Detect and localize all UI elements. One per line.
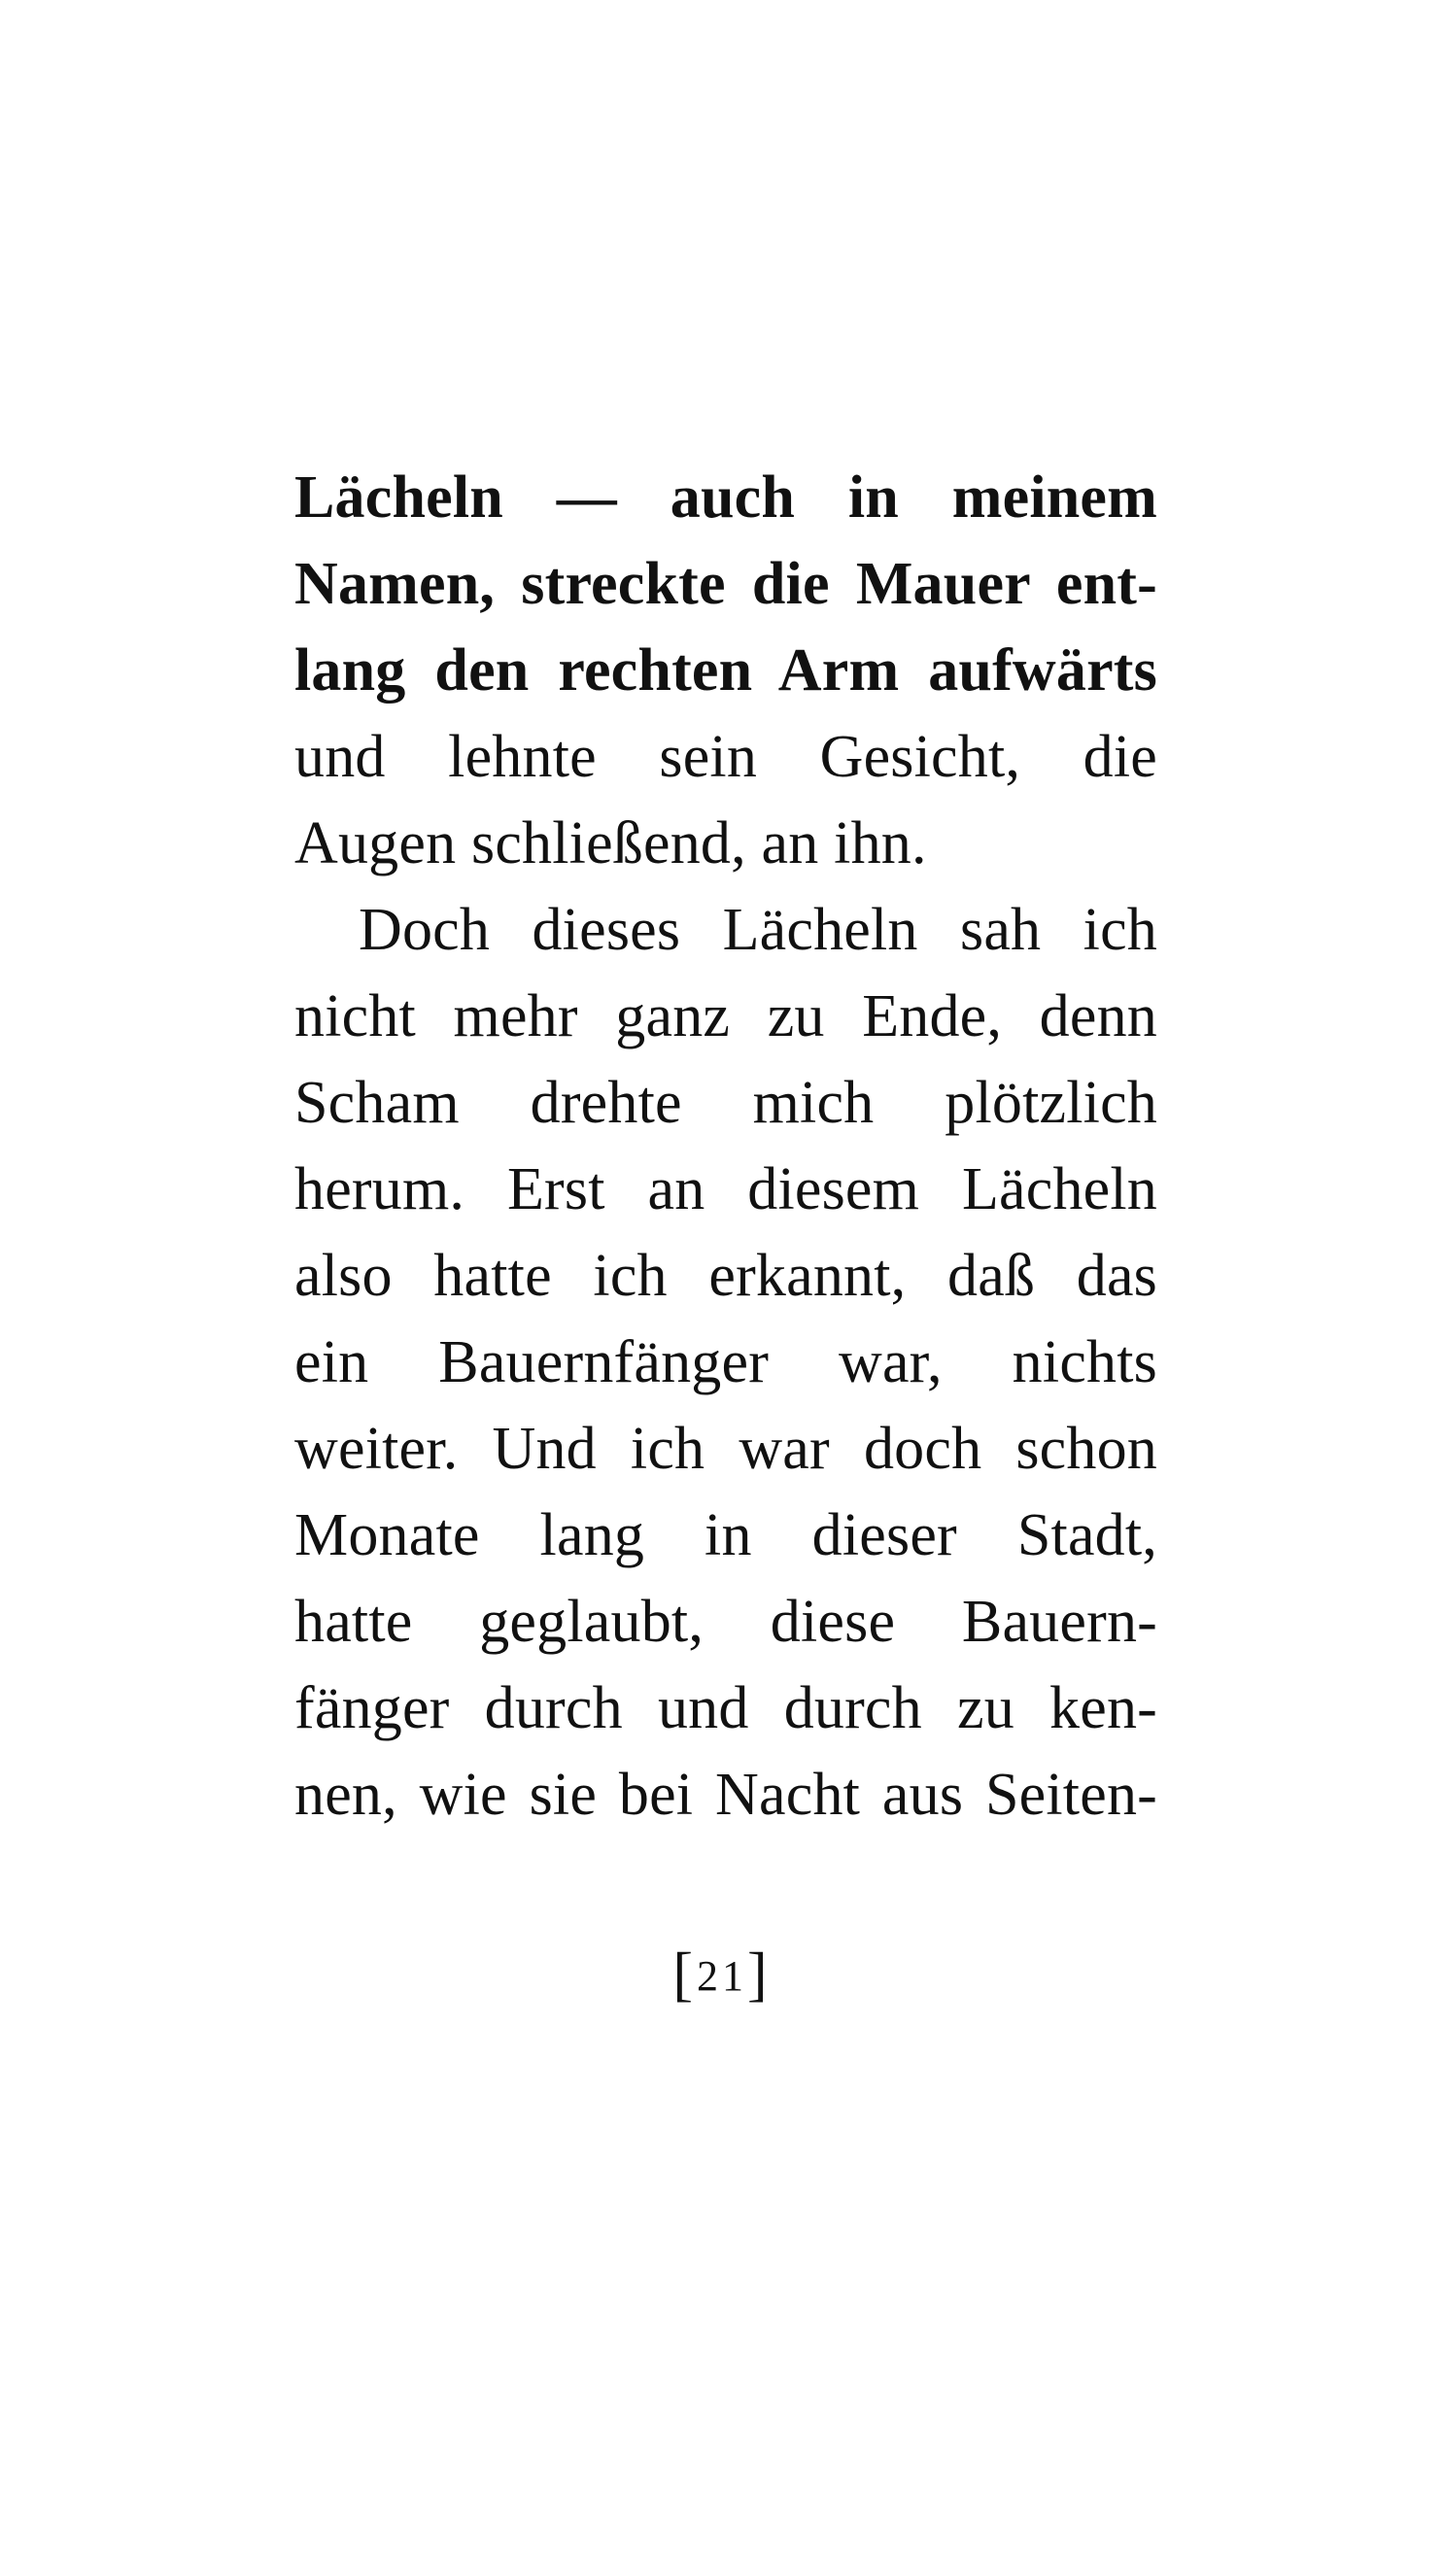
right-bracket: ] <box>747 1941 772 2008</box>
body-text <box>294 455 1157 1838</box>
text-line: Scham drehte mich plötzlich <box>294 1070 1157 1136</box>
text-line: weiter. Und ich war doch schon <box>294 1416 1157 1482</box>
text-line: Monate lang in dieser Stadt, <box>294 1502 1157 1568</box>
text-line: Namen, streckte die Mauer ent- <box>294 551 1157 617</box>
text-line: hatte geglaubt, diese Bauern- <box>294 1589 1157 1655</box>
text-line: fänger durch und durch zu ken- <box>294 1675 1157 1741</box>
text-line: Lächeln — auch in meinem <box>294 464 1157 531</box>
text-line: lang den rechten Arm aufwärts <box>294 637 1157 704</box>
text-line: also hatte ich erkannt, daß das <box>294 1243 1157 1309</box>
text-line: nicht mehr ganz zu Ende, denn <box>294 983 1157 1049</box>
text-line: Augen schließend, an ihn. <box>294 810 927 876</box>
page-number <box>0 1941 1444 2008</box>
text-line: Doch dieses Lächeln sah ich <box>359 897 1157 963</box>
left-bracket: [ <box>672 1941 697 2008</box>
text-line: ein Bauernfänger war, nichts <box>294 1329 1157 1395</box>
page-number-value: 21 <box>697 1952 747 2000</box>
text-line: herum. Erst an diesem Lächeln <box>294 1156 1157 1222</box>
text-line: nen, wie sie bei Nacht aus Seiten- <box>294 1762 1157 1828</box>
text-line: und lehnte sein Gesicht, die <box>294 724 1157 790</box>
